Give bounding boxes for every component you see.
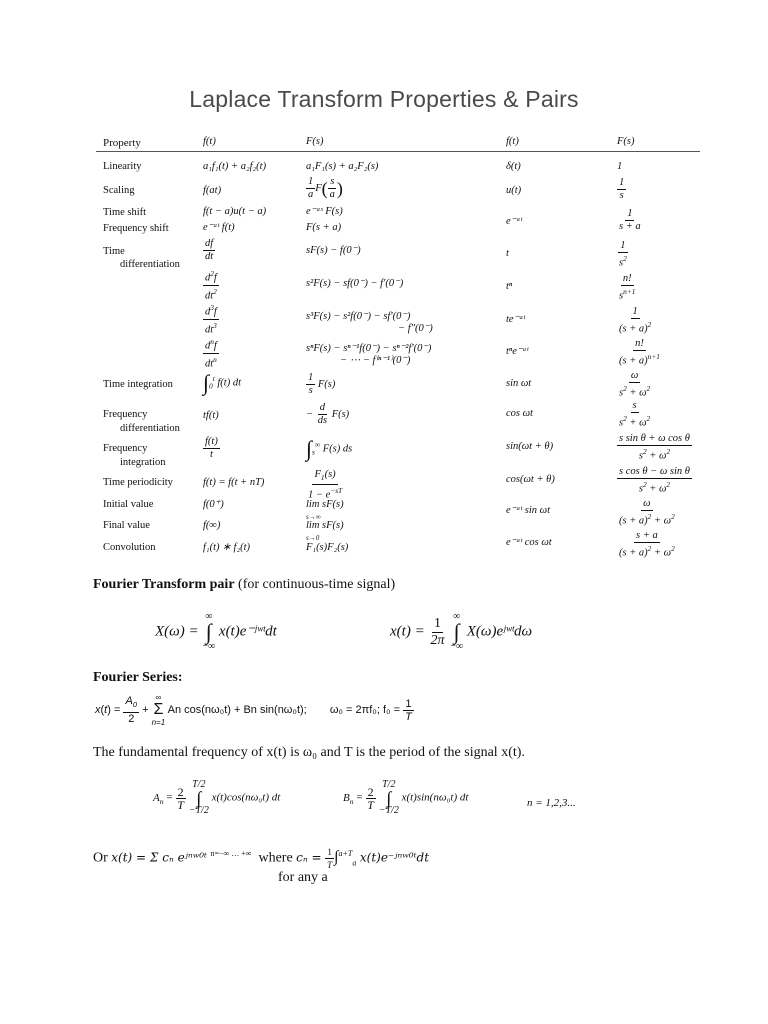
pair-Fs-damped-sin: $\frac{\omega}{(s + a)^2 + \omega^2}$ (619, 498, 675, 527)
prop-Fs-diff-3a: s³F(s) − s²f(0⁻) − sf′(0⁻) (306, 311, 411, 322)
series-An-integrand: x(t)cos(nω₀t) dt (211, 791, 281, 804)
pair-Fs-texp: $\frac{1}{(s + a)^2}$ (619, 306, 652, 335)
prop-name-scaling: Scaling (103, 185, 135, 196)
prop-Fs-diff-3b: − f″(0⁻) (398, 323, 433, 334)
pair-Fs-cos-phase: $\frac{\text{s cos θ − ω sin θ}}{s^2 + \omega^2}$ (619, 466, 690, 495)
pair-ft-damped-cos: e⁻ᵃᵗ cos ωt (506, 537, 552, 548)
prop-ft-time-shift: f(t − a)u(t − a) (203, 206, 267, 217)
pair-ft-texp: te⁻ᵃᵗ (506, 314, 526, 325)
prop-Fs-diff-nb: − ⋯ − f⁽ⁿ⁻¹⁾(0⁻) (340, 355, 411, 366)
series-cn-integrand: x(t)e⁻ʲⁿʷ⁰ᵗdt (359, 850, 430, 865)
prop-ft-time-int-body: f(t) dt (217, 377, 241, 389)
header-Fs-pairs: F(s) (617, 136, 635, 147)
prop-ft-scaling: f(at) (203, 185, 222, 196)
series-n-range: n = 1,2,3... (527, 797, 576, 809)
series-fundamental: The fundamental frequency of x(t) is ω₀ and T is the period of the signal x(t). (93, 745, 525, 760)
prop-ft-dnf: $d^nf$ $dt^n$ (205, 337, 217, 369)
pair-Fs-cos: $\frac{s}{s^2 + \omega^2}$ (619, 400, 651, 429)
fourier-forward-lhs: X(ω) = (155, 623, 199, 640)
pair-ft-step: u(t) (506, 185, 522, 196)
prop-name-convolution: Convolution (103, 542, 156, 553)
prop-ft-freq-diff: tf(t) (203, 410, 219, 421)
pair-ft-damped-sin: e⁻ᵃᵗ sin ωt (506, 505, 550, 516)
prop-name-freq-int: Frequency (103, 443, 148, 454)
fourier-inverse-lhs: x(t) = (390, 623, 425, 640)
header-property: Property (103, 137, 141, 149)
pair-Fs-tnexp: $\frac{n!}{(s + a)^{n+1}}$ (619, 338, 660, 367)
fourier-heading-bold: Fourier Transform pair (93, 577, 235, 592)
fourier-inverse: x(t) = $\frac{1}{2\pi}$ ∞ ∫ −∞ X(ω)eʲʷᵗdω (390, 611, 533, 652)
header-rule (96, 151, 700, 152)
series-or: Or (93, 850, 108, 866)
prop-Fs-freq-int: $\int_s^\infty$ F(s) ds (306, 436, 353, 461)
prop-Fs-periodicity: $\frac{F_1(s)}{1 - e^{-sT}}$ (308, 469, 343, 501)
prop-Fs-final-sub: s→0 (306, 534, 320, 542)
prop-Fs-initial: lim sF(s) (306, 499, 344, 510)
prop-Fs-linearity: a₁F₁(s) + a₂F₂(s) (306, 161, 379, 172)
pair-ft-cos: cos ωt (506, 408, 533, 419)
prop-ft-final: f(∞) (203, 520, 221, 531)
pair-ft-sin-phase: sin(ωt + θ) (506, 441, 554, 452)
series-omega: ω₀ = 2πf₀; f₀ = (329, 703, 401, 716)
prop-name-time-periodicity: Time periodicity (103, 477, 173, 488)
series-complex-sum: x(t) = Σ cₙ eʲⁿʷ⁰ᵗ (111, 850, 207, 865)
pair-Fs-damped-cos: $\frac{s + a}{(s + a)^2 + \omega^2}$ (619, 530, 675, 559)
prop-Fs-freq-diff: − $\frac{d}{ds}$ F(s) (306, 402, 350, 426)
pair-ft-tn: tⁿ (506, 281, 513, 292)
series-expansion-terms: An cos(nω₀t) + Bn sin(nω₀t); (167, 703, 307, 716)
prop-Fs-time-int-body: F(s) (317, 378, 336, 390)
header-ft: f(t) (203, 136, 216, 147)
prop-Fs-time-shift: e⁻ᵃˢ F(s) (306, 206, 343, 217)
pair-Fs-sin: $\frac{\omega}{s^2 + \omega^2}$ (619, 370, 651, 399)
prop-ft-linearity: a₁f₁(t) + a₂f₂(t) (203, 161, 267, 172)
prop-name-freq-diff: Frequency (103, 409, 148, 420)
prop-ft-freq-int: $\frac{f(t)}{t}$ (205, 436, 218, 460)
prop-Fs-diff-2: s²F(s) − sf(0⁻) − f′(0⁻) (306, 278, 404, 289)
prop-Fs-initial-sub: s→∞ (306, 513, 321, 521)
prop-Fs-time-int: $\frac{1}{s}$ F(s) (308, 372, 336, 396)
pair-ft-cos-phase: cos(ωt + θ) (506, 474, 555, 485)
prop-ft-df-dt: $\frac{df}{dt}$ (205, 238, 214, 262)
header-ft-pairs: f(t) (506, 136, 519, 147)
prop-ft-d2f: $\frac{d^2f}{dt^2}$ (205, 269, 217, 301)
series-heading: Fourier Series: (93, 670, 183, 685)
prop-Fs-final: lim sF(s) (306, 520, 344, 531)
prop-ft-frequency-shift: e⁻ᵃᵗ f(t) (203, 222, 235, 233)
prop-name-time-diff-2: differentiation (120, 259, 180, 270)
pair-Fs-tn: $\frac{n!}{s^{n+1}}$ (619, 273, 636, 302)
prop-ft-periodicity: f(t) = f(t + nT) (203, 477, 265, 488)
fourier-forward-rhs: x(t)e⁻ʲʷᵗdt (218, 623, 277, 640)
pair-ft-tnexp: tⁿe⁻ᵃᵗ (506, 346, 529, 357)
prop-ft-d3f: $\frac{d^3f}{dt^3}$ (205, 303, 217, 335)
series-An: $A_n$ = $\frac{2}{T}$ T/2 ∫ −T/2 x(t)cos(nω₀t) dt (153, 779, 281, 816)
pair-Fs-exp: $\frac{1}{s + a}$ (619, 208, 641, 232)
prop-ft-time-int: $\int_0^t$ f(t) dt (203, 370, 241, 395)
prop-Fs-freq-int-body: F(s) ds (322, 443, 353, 455)
prop-ft-convolution: f₁(t) ∗ f₂(t) (203, 542, 251, 553)
pair-Fs-sin-phase: $\frac{\text{s sin θ + ω cos θ}}{s^2 + \omega^2}$ (619, 433, 690, 462)
series-where: where (258, 850, 293, 866)
fourier-forward: X(ω) = ∞ ∫ −∞ x(t)e⁻ʲʷᵗdt (155, 611, 277, 652)
pair-ft-delta: δ(t) (506, 161, 521, 172)
series-for-any: for any a (278, 870, 328, 885)
fourier-heading (93, 577, 395, 593)
prop-Fs-scaling: $\frac{1}{a}$ F( $\frac{s}{a}$ ) (308, 176, 343, 200)
header-Fs: F(s) (306, 136, 324, 147)
prop-name-final-value: Final value (103, 520, 150, 531)
page-title: Laplace Transform Properties & Pairs (189, 86, 579, 112)
prop-name-time-integration: Time integration (103, 379, 173, 390)
integral-sign: ∫ (203, 370, 210, 395)
prop-name-frequency-shift: Frequency shift (103, 223, 169, 234)
series-Bn: $B_n$ = $\frac{2}{T}$ T/2 ∫ −T/2 x(t)sin(nω₀t) dt (343, 779, 469, 816)
pair-Fs-t: $\frac{1}{s^2}$ (619, 240, 627, 269)
pair-Fs-delta: 1 (617, 161, 623, 172)
prop-name-linearity: Linearity (103, 161, 142, 172)
prop-Fs-freq-diff-body: F(s) (331, 408, 350, 420)
integral-sign-2: ∫ (306, 436, 313, 461)
series-Bn-integrand: x(t)sin(nω₀t) dt (401, 791, 469, 804)
series-complex: Or x(t) = Σ cₙ eʲⁿʷ⁰ᵗ $^{n=-\infty \dots +\infty}$ where cₙ = $\frac{1}{T}$ ∫$^{a+T}_a$ x(t)e⁻ʲⁿʷ⁰ᵗdt (93, 847, 430, 870)
fourier-heading-rest: (for continuous-time signal) (234, 577, 396, 592)
pair-ft-exp: e⁻ᵃᵗ (506, 216, 523, 227)
prop-Fs-diff-na: sⁿF(s) − sⁿ⁻¹f(0⁻) − sⁿ⁻²f′(0⁻) (306, 343, 432, 354)
pair-Fs-step: $\frac{1}{s}$ (619, 177, 625, 201)
prop-Fs-diff-1: sF(s) − f(0⁻) (306, 245, 361, 256)
pair-ft-t: t (506, 248, 509, 259)
prop-name-time-shift: Time shift (103, 207, 147, 218)
pair-ft-sin: sin ωt (506, 378, 532, 389)
series-cn: cₙ = (296, 850, 322, 865)
series-expansion: x(t) = $\frac{A_0}{2}$ + ∞ Σ n=1 An cos(nω₀t) + Bn sin(nω₀t); ω₀ = 2πf₀; f₀ = $\frac{1}{T}$ (95, 693, 412, 727)
prop-name-initial-value: Initial value (103, 499, 154, 510)
prop-name-freq-int-2: integration (120, 457, 166, 468)
prop-ft-initial: f(0⁺) (203, 499, 224, 510)
prop-name-freq-diff-2: differentiation (120, 423, 180, 434)
fourier-inverse-rhs: X(ω)eʲʷᵗdω (466, 623, 533, 640)
prop-name-time-diff: Time (103, 246, 125, 257)
prop-Fs-convolution: F₁(s)F₂(s) (306, 542, 349, 553)
prop-Fs-frequency-shift: F(s + a) (306, 222, 342, 233)
